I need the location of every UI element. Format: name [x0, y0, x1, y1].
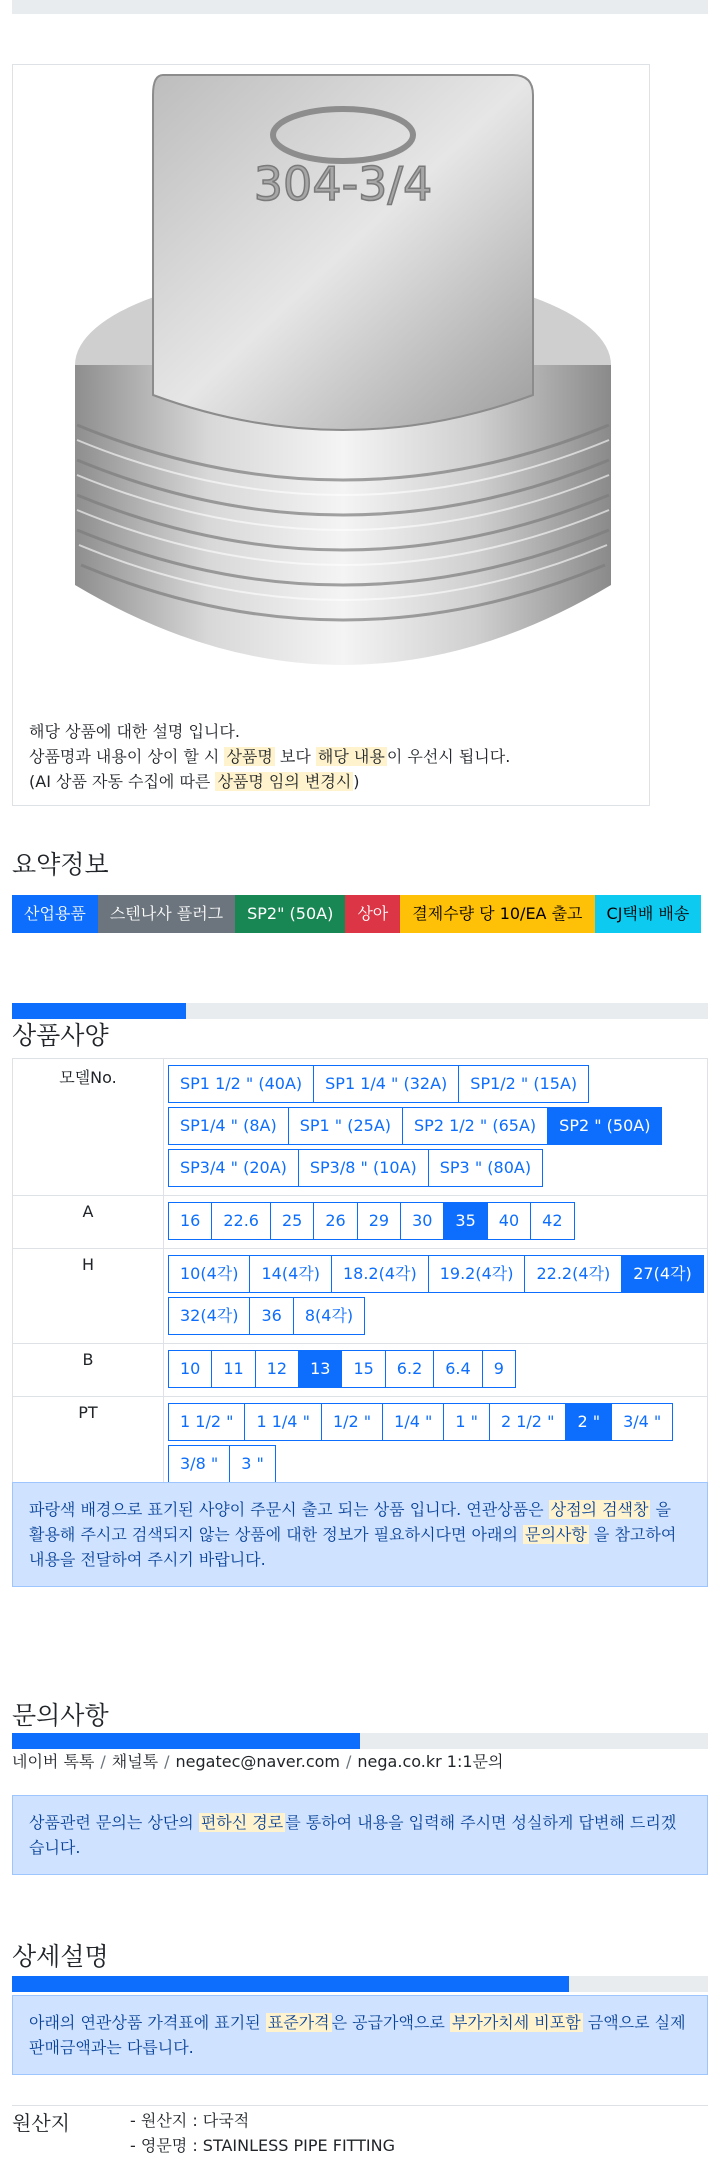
spec-label: PT [13, 1397, 164, 1492]
summary-badge: 결제수량 당 10/EA 출고 [400, 895, 594, 933]
spec-options [164, 1059, 708, 1196]
detail-title: 상세설명 [12, 1942, 109, 1971]
desc-line-2: 상품명과 내용이 상이 할 시 상품명 보다 해당 내용 이 우선시 됩니다. [29, 747, 511, 766]
inquiry-progress-bar [12, 1733, 708, 1749]
summary-badge: CJ택배 배송 [595, 895, 702, 933]
highlight-content: 해당 내용 [317, 747, 385, 766]
spec-row-model-no [13, 1059, 708, 1196]
spec-option[interactable]: 12 [255, 1350, 299, 1388]
desc-line-3: (AI 상품 자동 수집에 따른 상품명 임의 변경시 ) [29, 772, 360, 791]
spec-row-h [13, 1249, 708, 1344]
summary-badge: 스텐나사 플러그 [98, 895, 235, 933]
spec-option[interactable]: 10 [168, 1350, 212, 1388]
detail-progress-bar [12, 1976, 708, 1992]
spec-options [164, 1397, 708, 1492]
summary-badge: SP2" (50A) [235, 895, 345, 933]
spec-option[interactable]: SP1/2 " (15A) [458, 1065, 589, 1103]
origin-item-country: - 원산지 : 다국적 [130, 2111, 250, 2130]
spec-table [12, 1058, 708, 1492]
inquiry-notice: 상품관련 문의는 상단의 편하신 경로 를 통하여 내용을 입력해 주시면 성실하게 답변해 드리겠습니다. [12, 1795, 708, 1875]
spec-option[interactable]: 26 [313, 1202, 357, 1240]
spec-option[interactable]: 14(4각) [249, 1255, 331, 1293]
summary-title: 요약정보 [12, 850, 109, 879]
spec-option[interactable]: SP1 1/2 " (40A) [168, 1065, 314, 1103]
origin-title: 원산지 [12, 2111, 70, 2135]
spec-option-selected[interactable]: 13 [298, 1350, 342, 1388]
spec-options [164, 1344, 708, 1397]
spec-option-selected[interactable]: 27(4각) [621, 1255, 703, 1293]
spec-option[interactable]: 3/4 " [611, 1403, 673, 1441]
highlight-product-name: 상품명 [226, 747, 273, 766]
origin-list [130, 2108, 395, 2158]
spec-row-a [13, 1196, 708, 1249]
link-separator: / [164, 1752, 170, 1771]
highlight-route: 편하신 경로 [200, 1813, 284, 1832]
spec-option-selected[interactable]: 35 [443, 1202, 487, 1240]
spec-option[interactable]: 18.2(4각) [331, 1255, 429, 1293]
spec-option[interactable]: SP1/4 " (8A) [168, 1107, 289, 1145]
top-divider-bar [12, 0, 708, 14]
spec-option[interactable]: SP3 " (80A) [428, 1149, 543, 1187]
spec-option[interactable]: 16 [168, 1202, 212, 1240]
spec-options [164, 1249, 708, 1344]
spec-option[interactable]: SP1 1/4 " (32A) [313, 1065, 459, 1103]
spec-option[interactable]: 6.2 [385, 1350, 434, 1388]
highlight-vat-excluded: 부가가치세 비포함 [451, 2013, 581, 2032]
spec-option[interactable]: 1/4 " [382, 1403, 444, 1441]
spec-option[interactable]: 11 [211, 1350, 255, 1388]
spec-option[interactable]: 29 [357, 1202, 401, 1240]
product-image [63, 65, 623, 725]
inquiry-links [12, 1749, 503, 1772]
summary-badge: 산업용품 [12, 895, 98, 933]
spec-option[interactable]: 15 [341, 1350, 385, 1388]
spec-option[interactable]: 22.2(4각) [524, 1255, 622, 1293]
spec-row-b [13, 1344, 708, 1397]
desc-line-1: 해당 상품에 대한 설명 입니다. [29, 722, 240, 741]
highlight-name-change: 상품명 임의 변경시 [217, 772, 352, 791]
spec-option[interactable]: 2 1/2 " [489, 1403, 566, 1441]
spec-option[interactable]: 3/8 " [168, 1445, 230, 1483]
spec-row-pt [13, 1397, 708, 1492]
summary-badges [12, 895, 701, 933]
detail-notice: 아래의 연관상품 가격표에 표기된 표준가격 은 공급가액으로 부가가치세 비포함 금액으로 실제 판매금액과는 다릅니다. [12, 1995, 708, 2075]
spec-option[interactable]: SP2 1/2 " (65A) [402, 1107, 548, 1145]
spec-option[interactable]: 36 [249, 1297, 293, 1335]
highlight-standard-price: 표준가격 [267, 2013, 330, 2032]
inquiry-title: 문의사항 [12, 1701, 109, 1730]
spec-option[interactable]: 8(4각) [293, 1297, 365, 1335]
product-card [12, 64, 650, 806]
spec-label: B [13, 1344, 164, 1397]
origin-divider [12, 2105, 708, 2106]
spec-option[interactable]: SP3/4 " (20A) [168, 1149, 299, 1187]
spec-option-selected[interactable]: SP2 " (50A) [547, 1107, 662, 1145]
spec-option-selected[interactable]: 2 " [565, 1403, 612, 1441]
inquiry-link[interactable]: 네이버 톡톡 [12, 1752, 95, 1771]
spec-options [164, 1196, 708, 1249]
summary-badge: 상아 [345, 895, 400, 933]
inquiry-link[interactable]: nega.co.kr 1:1문의 [357, 1752, 504, 1771]
spec-option[interactable]: SP1 " (25A) [288, 1107, 403, 1145]
spec-option[interactable]: 25 [270, 1202, 314, 1240]
spec-option[interactable]: 9 [482, 1350, 516, 1388]
spec-option[interactable]: 1 1/2 " [168, 1403, 245, 1441]
inquiry-link[interactable]: 채널톡 [111, 1752, 159, 1771]
spec-option[interactable]: 1 1/4 " [244, 1403, 321, 1441]
highlight-search-box: 상점의 검색창 [550, 1500, 649, 1519]
spec-progress-bar [12, 1003, 708, 1019]
spec-option[interactable]: 40 [487, 1202, 531, 1240]
spec-option[interactable]: 22.6 [211, 1202, 271, 1240]
inquiry-link[interactable]: negatec@naver.com [175, 1752, 341, 1771]
spec-option[interactable]: 1 " [443, 1403, 490, 1441]
spec-option[interactable]: 3 " [229, 1445, 276, 1483]
spec-option[interactable]: 1/2 " [321, 1403, 383, 1441]
spec-label: A [13, 1196, 164, 1249]
spec-label: H [13, 1249, 164, 1344]
spec-option[interactable]: 30 [400, 1202, 444, 1240]
spec-option[interactable]: 32(4각) [168, 1297, 250, 1335]
spec-option[interactable]: 6.4 [433, 1350, 482, 1388]
spec-label: 모델No. [13, 1059, 164, 1196]
spec-option[interactable]: SP3/8 " (10A) [298, 1149, 429, 1187]
product-description [29, 719, 510, 794]
highlight-inquiry: 문의사항 [525, 1525, 587, 1544]
link-separator: / [100, 1752, 106, 1771]
spec-option[interactable]: 10(4각) [168, 1255, 250, 1293]
spec-title: 상품사양 [12, 1021, 109, 1050]
svg-text:304-3/4: 304-3/4 [253, 157, 433, 211]
spec-option[interactable]: 42 [530, 1202, 574, 1240]
origin-item-english-name: - 영문명 : STAINLESS PIPE FITTING [130, 2136, 396, 2155]
link-separator: / [346, 1752, 352, 1771]
spec-notice: 파랑색 배경으로 표기된 사양이 주문시 출고 되는 상품 입니다. 연관상품은 상점의 검색창 을 활용해 주시고 검색되지 않는 상품에 대한 정보가 필요하시다면 아래의 문의사항 을 참고하여 내용을 전달하여 주시기 바랍니다. [12, 1482, 708, 1587]
spec-option[interactable]: 19.2(4각) [428, 1255, 526, 1293]
